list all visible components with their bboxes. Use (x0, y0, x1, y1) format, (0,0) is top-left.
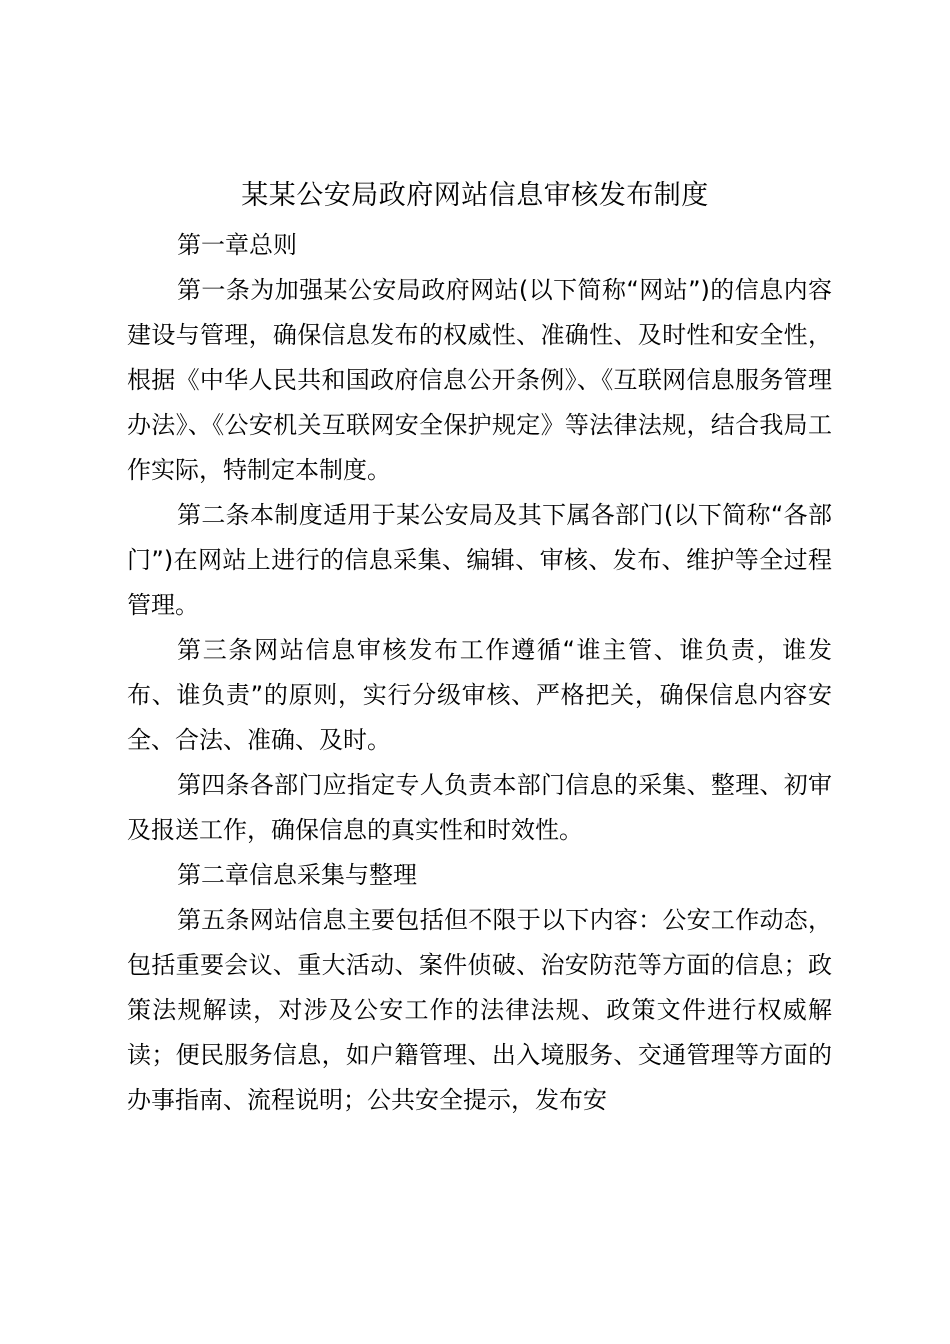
article-paragraph: 第四条各部门应指定专人负责本部门信息的采集、整理、初审及报送工作，确保信息的真实性和时效性。 (127, 771, 832, 844)
article-paragraph: 第一条为加强某公安局政府网站(以下简称“网站”)的信息内容建设与管理，确保信息发布的权威性、准确性、及时性和安全性，根据《中华人民共和国政府信息公开条例》、《互联网信息服务管理办法》、《公安机关互联网安全保护规定》等法律法规，结合我局工作实际，特制定本制度。 (127, 276, 832, 484)
chapter-heading: 第一章总则 (177, 231, 297, 259)
document-body (127, 223, 832, 1123)
document-title: 某某公安局政府网站信息审核发布制度 (241, 180, 709, 211)
article-paragraph: 第三条网站信息审核发布工作遵循“谁主管、谁负责，谁发布、谁负责”的原则，实行分级审核、严格把关，确保信息内容安全、合法、准确、及时。 (127, 636, 832, 754)
chapter-heading: 第二章信息采集与整理 (177, 861, 417, 889)
article-paragraph: 第二条本制度适用于某公安局及其下属各部门(以下简称“各部门”)在网站上进行的信息采集、编辑、审核、发布、维护等全过程管理。 (127, 501, 832, 619)
article-paragraph: 第五条网站信息主要包括但不限于以下内容：公安工作动态，包括重要会议、重大活动、案件侦破、治安防范等方面的信息；政策法规解读，对涉及公安工作的法律法规、政策文件进行权威解读；便民服务信息，如户籍管理、出入境服务、交通管理等方面的办事指南、流程说明；公共安全提示，发布安 (127, 906, 832, 1114)
